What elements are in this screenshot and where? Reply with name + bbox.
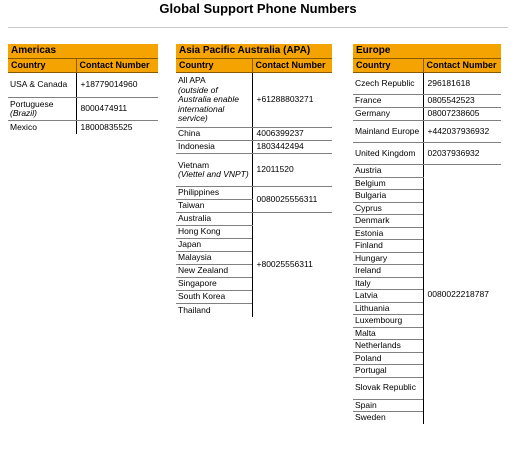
country-cell: Austria [353, 165, 423, 178]
table-row [8, 73, 158, 98]
table-row [353, 108, 501, 121]
country-cell: Germany [353, 108, 423, 121]
country-cell: Portugal [353, 365, 423, 378]
country-cell: Cyprus [353, 202, 423, 215]
phone-number: +80025556311 [252, 213, 332, 317]
country-cell: Indonesia [176, 141, 252, 154]
table-row [176, 213, 332, 226]
table-row [353, 143, 501, 165]
country-cell: Philippines [176, 187, 252, 200]
phone-number: +61288803271 [252, 73, 332, 128]
table-title: Asia Pacific Australia (APA) [176, 44, 332, 58]
country-cell: Estonia [353, 227, 423, 240]
phone-number: 4006399237 [252, 128, 332, 141]
phone-number: +18779014960 [76, 73, 158, 98]
phone-number: 18000835525 [76, 121, 158, 134]
table-title: Americas [8, 44, 158, 58]
country-cell: Belgium [353, 177, 423, 190]
phone-number: 296181618 [423, 73, 501, 95]
country-name: All APA [178, 75, 206, 86]
table-row [353, 73, 501, 95]
country-cell: New Zealand [176, 265, 252, 278]
country-cell: Singapore [176, 278, 252, 291]
country-cell: Taiwan [176, 200, 252, 213]
country-name: Vietnam [178, 159, 210, 170]
column-header-country: Country [8, 58, 76, 73]
country-cell: Australia [176, 213, 252, 226]
phone-number: 08007238605 [423, 108, 501, 121]
table-title: Europe [353, 44, 501, 58]
country-name: Portuguese [10, 98, 54, 109]
phone-number: 0080022218787 [423, 165, 501, 424]
country-cell: Malta [353, 327, 423, 340]
country-cell: Bulgaria [353, 190, 423, 203]
country-cell: Luxembourg [353, 315, 423, 328]
americas-table [8, 44, 158, 134]
table-row [176, 154, 332, 187]
table-row [8, 121, 158, 134]
country-cell: Hungary [353, 252, 423, 265]
country-cell: China [176, 128, 252, 141]
phone-number: +442037936932 [423, 121, 501, 143]
phone-number: 8000474911 [76, 98, 158, 121]
country-cell [176, 73, 252, 128]
title-divider [8, 27, 508, 28]
table-row [176, 141, 332, 154]
phone-number: 02037936932 [423, 143, 501, 165]
country-cell: Ireland [353, 265, 423, 278]
country-cell: Lithuania [353, 302, 423, 315]
country-cell: Spain [353, 399, 423, 412]
country-cell: Thailand [178, 304, 211, 315]
country-note: (Viettel and VNPT) [178, 169, 249, 179]
country-note: (outside of Australia enable international service) [178, 84, 239, 124]
country-cell: South Korea [176, 291, 252, 304]
column-header-contact: Contact Number [252, 58, 332, 73]
phone-number: 1803442494 [252, 141, 332, 154]
country-cell: Mainland Europe [353, 121, 423, 143]
table-row [353, 121, 501, 143]
country-cell: Slovak Republic [353, 377, 423, 399]
country-cell: United Kingdom [353, 143, 423, 165]
country-cell: Denmark [353, 215, 423, 228]
country-cell [176, 154, 252, 187]
country-cell: Hong Kong [176, 226, 252, 239]
country-cell: Japan [176, 239, 252, 252]
page-title: Global Support Phone Numbers [159, 1, 357, 16]
table-row [8, 98, 158, 121]
column-header-contact: Contact Number [76, 58, 158, 73]
country-cell: Netherlands [353, 340, 423, 353]
apa-table [176, 44, 332, 317]
table-row [353, 95, 501, 108]
phone-number: 0080025556311 [252, 187, 332, 213]
column-header-contact: Contact Number [423, 58, 501, 73]
country-cell: USA & Canada [8, 73, 76, 98]
table-row [176, 73, 332, 128]
table-row [353, 165, 501, 178]
phone-number: 0805542523 [423, 95, 501, 108]
country-cell: France [353, 95, 423, 108]
phone-number: 12011520 [252, 154, 332, 187]
country-cell: Czech Republic [353, 73, 423, 95]
country-cell: Finland [353, 240, 423, 253]
country-note: (Brazil) [10, 108, 37, 118]
country-cell: Poland [353, 352, 423, 365]
table-row [176, 128, 332, 141]
column-header-country: Country [353, 58, 423, 73]
europe-table [353, 44, 501, 424]
country-cell: Malaysia [176, 252, 252, 265]
country-cell [8, 98, 76, 121]
country-cell: Sweden [355, 412, 386, 422]
country-cell: Italy [353, 277, 423, 290]
column-header-country: Country [176, 58, 252, 73]
country-cell: Mexico [10, 121, 37, 132]
table-row [176, 187, 332, 200]
country-cell: Latvia [353, 290, 423, 303]
